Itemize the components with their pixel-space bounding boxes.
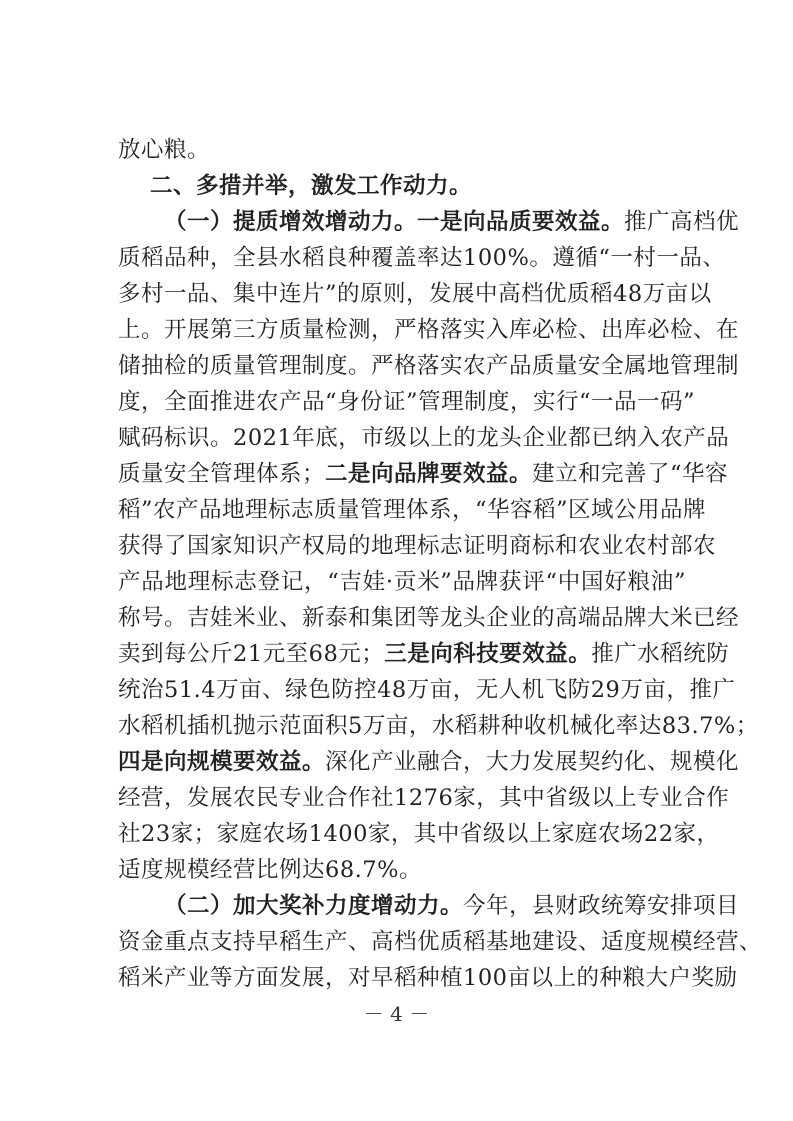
text-line [118,384,696,420]
page-number: － 4 － [363,1002,430,1026]
text-line [118,924,763,960]
body-text: 储抽检的质量管理制度。严格落实农产品质量安全属地管理制 [118,353,740,379]
body-text: 放心粮。 [118,137,211,163]
body-text: 卖到每公斤21元至68元； [118,641,385,667]
text-line [118,276,712,312]
body-text: 度，全面推进农产品“身份证”管理制度，实行“一品一码” [118,389,696,415]
text-line [118,672,736,708]
text-line [118,708,759,744]
text-line [118,240,726,276]
text-line [118,528,717,564]
body-text: 称号。吉娃米业、新泰和集团等龙头企业的高端品牌大米已经 [118,605,740,631]
body-text: 赋码标识。2021年底，市级以上的龙头企业都已纳入农产品 [118,425,730,451]
body-text: 质稻品种，全县水稻良种覆盖率达100%。遵循“一村一品、 [118,245,726,271]
bold-text: （一）提质增效增动力。一是向品质要效益。 [164,209,625,235]
body-text: 多村一品、集中连片”的原则，发展中高档优质稻48万亩以 [118,281,712,307]
body-text: 上。开展第三方质量检测，严格落实入库必检、出库必检、在 [118,317,740,343]
body-text: 质量安全管理体系； [118,461,326,487]
body-text: 获得了国家知识产权局的地理标志证明商标和农业农村部农 [118,533,717,559]
body-text: 二、多措并举，激发工作动力。 [150,173,473,199]
body-text: 建立和完善了“华容 [532,461,729,487]
body-text: 社23家；家庭农场1400家，其中省级以上家庭农场22家， [118,821,720,847]
body-text: 统治51.4万亩、绿色防控48万亩，无人机飞防29万亩，推广 [118,677,736,703]
body-text: 资金重点支持早稻生产、高档优质稻基地建设、适度规模经营、 [118,929,763,955]
body-text: 经营，发展农民专业合作社1276家，其中省级以上专业合作 [118,785,730,811]
body-text: 推广水稻统防 [591,641,730,667]
text-line [118,564,686,600]
text-line [118,204,740,240]
text-line [118,744,740,780]
text-line [118,888,740,924]
bold-text: （二）加大奖补力度增动力。 [164,893,464,919]
text-line [118,456,729,492]
text-line [118,816,720,852]
text-line [118,312,740,348]
body-text: 水稻机插机抛示范面积5万亩，水稻耕种收机械化率达83.7%； [118,713,759,739]
text-line [118,636,730,672]
body-text: 产品地理标志登记，“吉娃·贡米”品牌获评“中国好粮油” [118,569,686,595]
document-body [118,132,763,996]
text-line [118,600,740,636]
body-text: 推广高档优 [624,209,740,235]
bold-text: 四是向规模要效益。 [118,749,326,775]
text-line [118,780,730,816]
body-text: 深化产业融合，大力发展契约化、规模化 [325,749,740,775]
text-line [118,960,738,996]
text-line [118,852,686,888]
body-text: 稻米产业等方面发展，对早稻种植100亩以上的种粮大户奖励 [118,965,738,991]
text-line [118,420,730,456]
text-line [118,492,707,528]
bold-text: 三是向科技要效益。 [384,641,592,667]
body-text: 适度规模经营比例达68.7%。 [118,857,422,883]
bold-text: 二是向品牌要效益。 [325,461,533,487]
text-line [118,348,740,384]
text-line [118,132,686,168]
text-line [118,168,686,204]
body-text: 稻”农产品地理标志质量管理体系，“华容稻”区域公用品牌 [118,497,707,523]
body-text: 今年，县财政统筹安排项目 [463,893,740,919]
